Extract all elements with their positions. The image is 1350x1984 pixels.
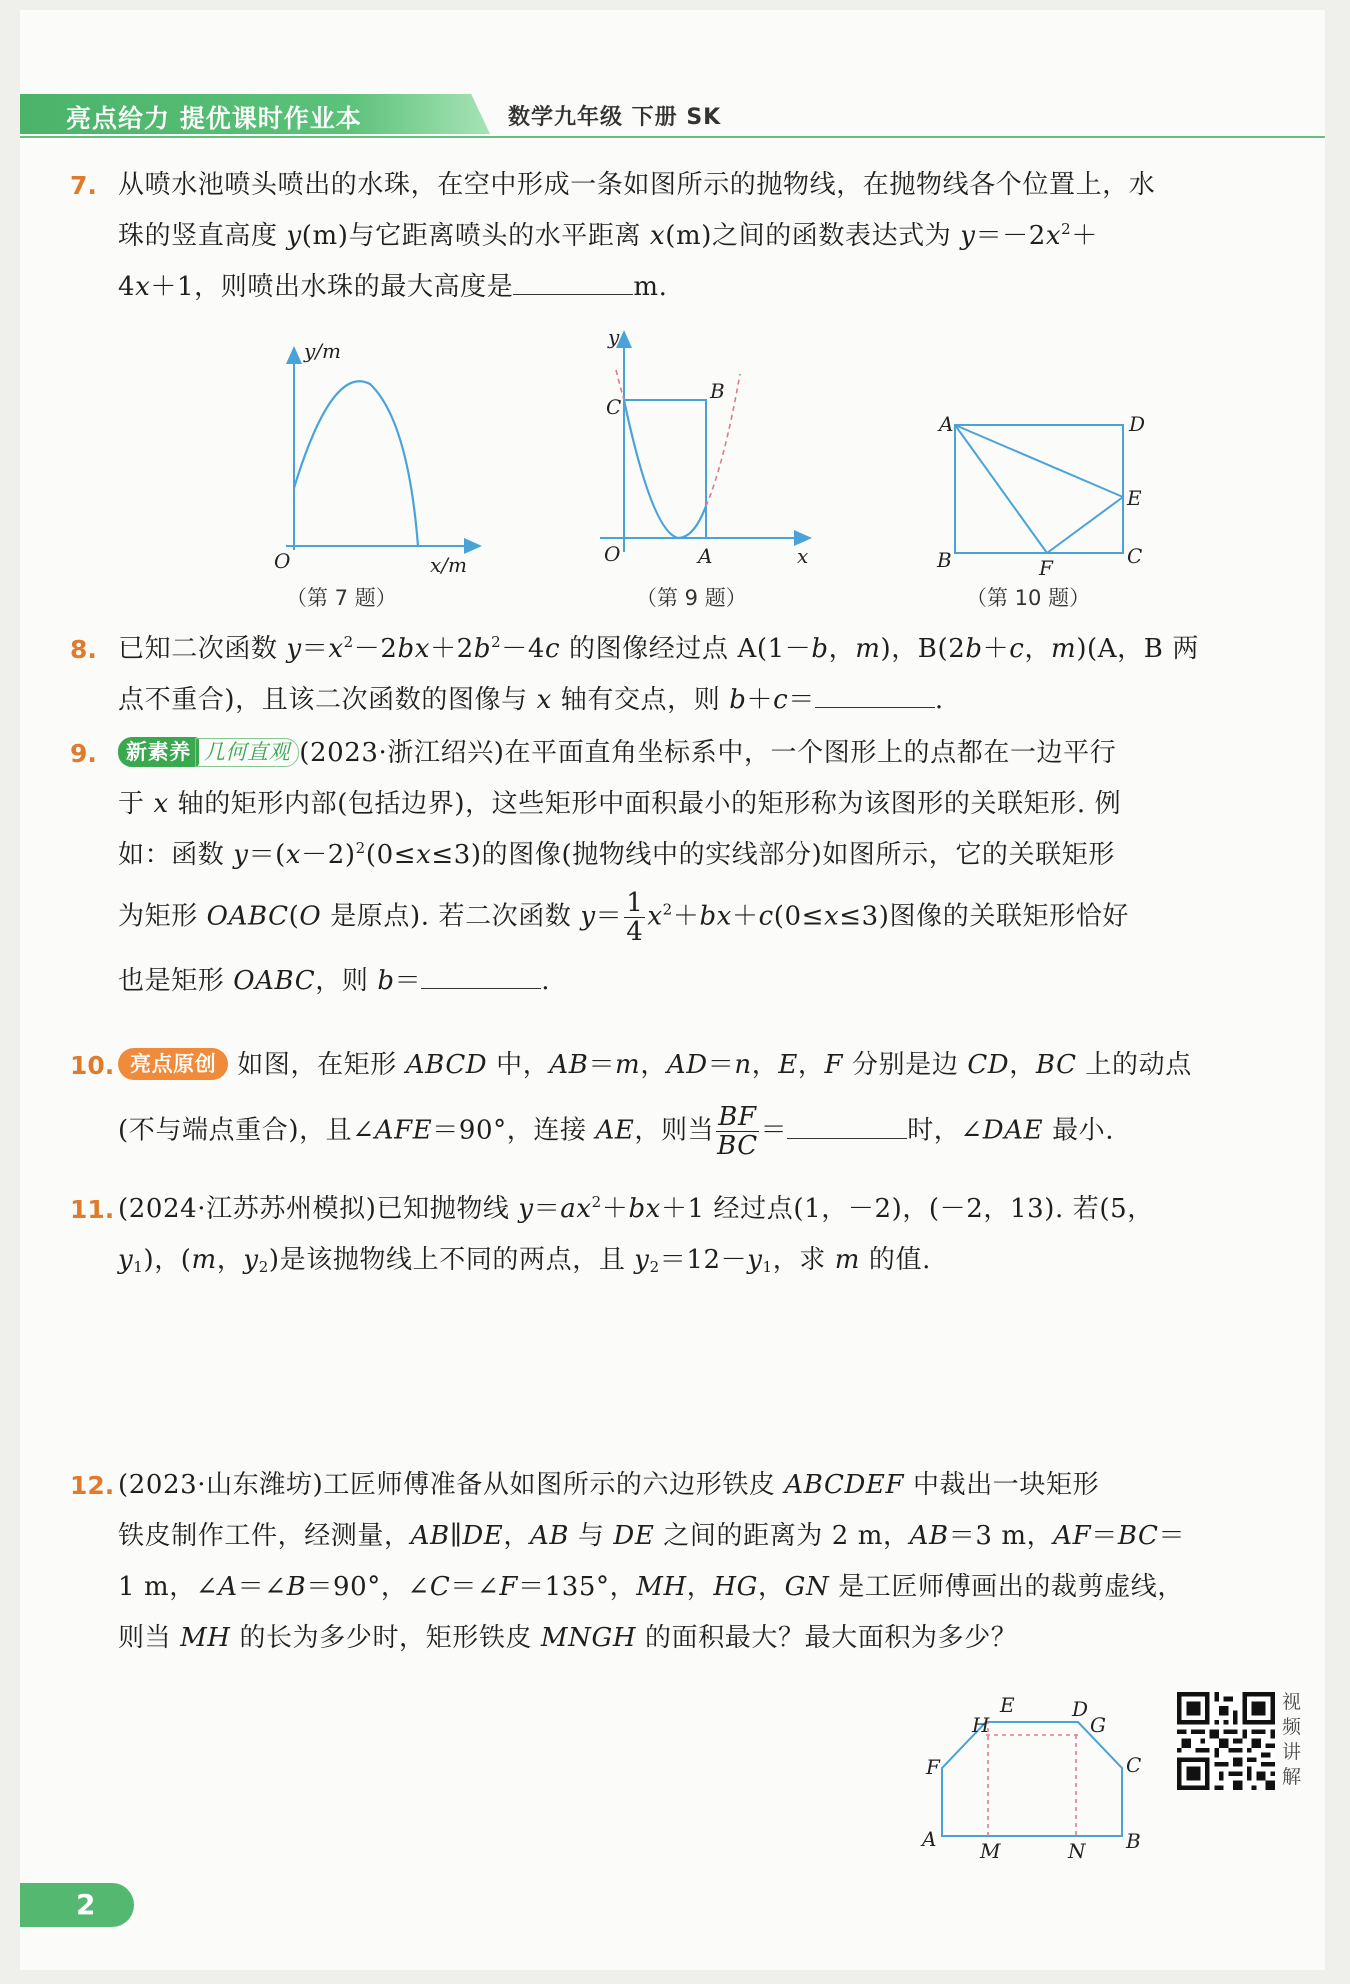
question-number: 9.	[70, 739, 97, 768]
answer-blank[interactable]	[513, 268, 633, 295]
point-F-label: F	[1039, 556, 1053, 580]
page-number-badge	[20, 1883, 134, 1927]
question-text	[118, 1184, 1313, 1286]
text-line: (2024·江苏苏州模拟)已知抛物线 $y=ax^2+bx+1$ 经过点(1，－2)，(－2，13). 若(5，	[118, 1193, 1154, 1224]
fraction: $\frac{1}{4}$	[626, 888, 644, 947]
y-axis-label: y/m	[304, 339, 342, 363]
question-text	[118, 1460, 1313, 1664]
text-line: 新素养 几何直观 (2023·浙江绍兴)在平面直角坐标系中，一个图形上的点都在一边平行	[118, 728, 1313, 779]
subject-title: 数学九年级 下册 SK	[508, 105, 722, 130]
point-C-label: C	[1126, 1753, 1142, 1777]
page-header	[20, 90, 1325, 138]
text-line: 4x＋1，则喷出水珠的最大高度是 m.	[118, 262, 1313, 313]
point-B-label: B	[937, 548, 952, 572]
origin-label: O	[274, 549, 291, 573]
question-text	[118, 160, 1313, 313]
point-D-label: D	[1129, 412, 1146, 436]
point-A-label: A	[922, 1827, 937, 1851]
question-text	[118, 624, 1313, 726]
series-title: 亮点给力 提优课时作业本	[66, 104, 362, 133]
origin-label: O	[604, 542, 621, 566]
figure-7-caption: （第 7 题）	[286, 586, 397, 610]
point-A-label: A	[939, 412, 954, 436]
text-line: 也是矩形 OABC，则 b＝ .	[118, 956, 1313, 1007]
point-B-label: B	[710, 379, 725, 403]
point-E-label: E	[1127, 486, 1142, 510]
answer-blank[interactable]	[787, 1112, 907, 1139]
fraction: $\frac{BF}{BC}$	[717, 1102, 758, 1161]
point-A-label: A	[698, 544, 713, 568]
textbook-page	[20, 10, 1325, 1970]
figure-10-caption: （第 10 题）	[966, 586, 1091, 610]
text-line: (2023·山东潍坊)工匠师傅准备从如图所示的六边形铁皮 ABCDEF 中裁出一块矩形	[118, 1470, 1100, 1500]
text-line: 如：函数 $y=(x-2)^2(0\le x\le 3)$的图像(抛物线中的实线部分)如图所示，它的关联矩形	[118, 839, 1115, 870]
segment-FE	[1047, 497, 1123, 553]
text-line: 1 m，∠A＝∠B＝90°，∠C＝∠F＝135°，MH，HG，GN 是工匠师傅画出的裁剪虚线，	[118, 1572, 1184, 1602]
page-number: 2	[76, 1888, 96, 1921]
question-text	[118, 728, 1313, 1007]
tag-geometric-intuition: 几何直观	[195, 738, 299, 767]
text-line: 则当 MH 的长为多少时，矩形铁皮 MNGH 的面积最大？最大面积为多少？	[118, 1623, 1018, 1653]
question-number: 7.	[70, 171, 97, 200]
point-C-label: C	[606, 395, 622, 419]
figure-12	[900, 1666, 1160, 1863]
question-text	[118, 1040, 1313, 1160]
point-D-label: D	[1072, 1697, 1089, 1721]
text-line: 点不重合)，且该二次函数的图像与 x 轴有交点，则 b＋c＝ .	[118, 675, 1313, 726]
rectangle-ABCD	[955, 425, 1123, 553]
point-G-label: G	[1090, 1713, 1106, 1737]
answer-blank[interactable]	[421, 962, 541, 989]
text-line: 为矩形 OABC(O 是原点). 若二次函数 y＝ $\frac{1}{4}$ $x^2+bx+c(0\le x\le 3)$图像的关联矩形恰好	[118, 888, 1129, 947]
figure-10	[925, 405, 1165, 580]
tag-new-literacy: 新素养	[118, 737, 199, 767]
question-number: 12.	[70, 1471, 115, 1500]
hexagon-ABCDEF	[942, 1722, 1122, 1836]
question-number: 8.	[70, 635, 97, 664]
figure-9	[590, 320, 820, 570]
question-number: 10.	[70, 1051, 115, 1080]
text-line: 已知二次函数 $y=x^2-2bx+2b^2-4c$ 的图像经过点 A(1－b，m)，B(2b＋c，m)(A，B 两	[118, 633, 1199, 664]
x-axis-label: x	[797, 544, 809, 568]
point-F-label: F	[926, 1755, 940, 1779]
text-line: 亮点原创 如图，在矩形 ABCD 中，AB＝m，AD＝n，E，F 分别是边 CD，BC 上的动点	[118, 1040, 1313, 1091]
text-line: 从喷水池喷头喷出的水珠，在空中形成一条如图所示的抛物线，在抛物线各个位置上，水	[118, 170, 1156, 200]
text-line: 于 x 轴的矩形内部(包括边界)，这些矩形中面积最小的矩形称为该图形的关联矩形. 例	[118, 789, 1122, 819]
point-B-label: B	[1126, 1829, 1141, 1853]
answer-blank[interactable]	[815, 681, 935, 708]
question-number: 11.	[70, 1195, 115, 1224]
point-M-label: M	[980, 1839, 1001, 1863]
point-E-label: E	[1000, 1693, 1015, 1717]
text-line: 珠的竖直高度 y(m)与它距离喷头的水平距离 x(m)之间的函数表达式为 $y=-2x^2+$	[118, 220, 1098, 251]
parabola-solid	[624, 400, 706, 538]
figure-7	[250, 328, 490, 577]
text-line: (不与端点重合)，且∠AFE＝90°，连接 AE，则当 $\frac{BF}{BC}$ ＝ 时，∠DAE 最小.	[118, 1102, 1115, 1161]
rectangle-OABC	[624, 400, 706, 538]
point-N-label: N	[1068, 1839, 1086, 1863]
text-line: $y_1$)，(m，$y_2$)是该抛物线上不同的两点，且 $y_2=12-y_1$，求 m 的值.	[118, 1245, 931, 1276]
point-C-label: C	[1127, 544, 1143, 568]
tag-original: 亮点原创	[118, 1048, 228, 1080]
parabola-curve	[294, 381, 418, 546]
y-axis-label: y	[608, 325, 620, 349]
figure-9-caption: （第 9 题）	[636, 586, 747, 610]
x-axis-label: x/m	[430, 553, 467, 577]
header-divider	[20, 136, 1325, 138]
text-line: 铁皮制作工件，经测量，AB∥DE，AB 与 DE 之间的距离为 2 m，AB＝3 m，AF＝BC＝	[118, 1521, 1186, 1551]
qr-code-icon[interactable]	[1177, 1692, 1275, 1790]
point-H-label: H	[972, 1713, 990, 1737]
qr-label: 视频讲解	[1282, 1691, 1302, 1788]
